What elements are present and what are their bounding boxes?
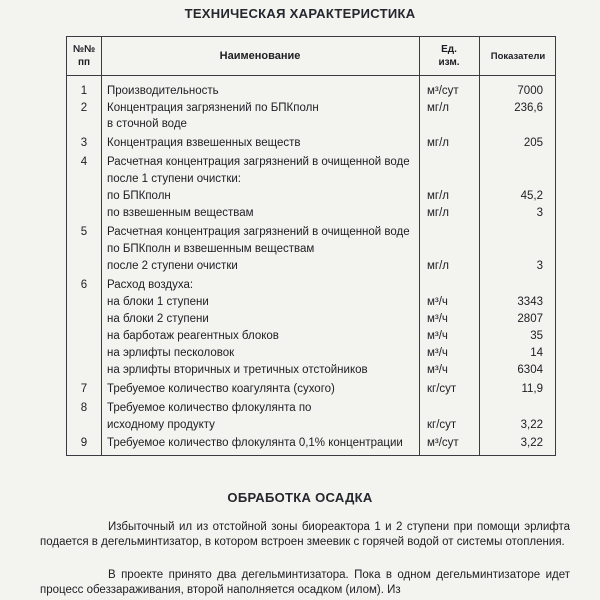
row-name: Концентрация загрязнений по БПКполн <box>107 102 319 114</box>
row-value: 11,9 <box>521 383 543 395</box>
row-name: Расчетная концентрация загрязнений в очищенной воде <box>107 226 410 238</box>
header-divider <box>67 75 555 76</box>
row-name: на эрлифты вторичных и третичных отстойников <box>107 364 368 376</box>
row-name: по взвешенным веществам <box>107 207 254 219</box>
row-unit: м³/сут <box>427 437 459 449</box>
row-name: по БПКполн и взвешенным веществам <box>107 243 315 255</box>
header-unit-line1: Ед. <box>441 44 457 55</box>
row-num: 8 <box>80 402 88 414</box>
row-value: 14 <box>530 347 543 359</box>
row-value: 236,6 <box>514 102 543 114</box>
header-num-line1: №№ <box>72 44 96 55</box>
row-name: на барботаж реагентных блоков <box>107 330 279 342</box>
row-value: 205 <box>523 137 543 149</box>
body-paragraph: В проекте принято два дегельминтизатора. Пока в одном дегельминтизаторе идет процесс обеззараживания, второй наполняется осадком (илом). Из <box>40 569 570 596</box>
row-value: 7000 <box>517 85 543 97</box>
row-num: 3 <box>80 137 88 149</box>
row-name: на блоки 2 ступени <box>107 313 209 325</box>
row-unit: мг/л <box>427 260 450 272</box>
row-num: 2 <box>80 102 88 114</box>
row-num: 6 <box>80 279 88 291</box>
header-unit <box>419 43 479 69</box>
row-value: 3343 <box>517 296 543 308</box>
section-title: ОБРАБОТКА ОСАДКА <box>227 490 373 505</box>
col-divider <box>101 37 102 455</box>
row-name: Концентрация взвешенных веществ <box>107 137 301 149</box>
spec-table <box>66 36 556 456</box>
row-num: 4 <box>80 156 88 168</box>
row-unit: мг/л <box>427 207 450 219</box>
row-value: 3,22 <box>520 419 543 431</box>
row-name: Производительность <box>107 85 219 97</box>
row-num: 1 <box>80 85 88 97</box>
row-unit: кг/сут <box>427 419 457 431</box>
row-num: 9 <box>80 437 88 449</box>
body-paragraph: Избыточный ил из отстойной зоны биореактора 1 и 2 ступени при помощи эрлифта подается в дегельминтизатор, в котором встроен змеевик с горячей водой от системы отопления. <box>40 521 570 548</box>
header-num-line2: пп <box>77 57 91 68</box>
row-unit: м³/ч <box>427 330 448 342</box>
row-name: Расчетная концентрация загрязнений в очищенной воде <box>107 156 410 168</box>
col-divider <box>419 37 420 455</box>
row-value: 3,22 <box>520 437 543 449</box>
row-name: Требуемое количество флокулянта по <box>107 402 312 414</box>
row-num: 7 <box>80 383 88 395</box>
row-value: 3 <box>536 207 543 219</box>
header-unit-line2: изм. <box>438 57 460 68</box>
header-name: Наименование <box>219 50 301 62</box>
row-value: 2807 <box>517 313 543 325</box>
header-num <box>67 43 101 69</box>
row-name: на блоки 1 ступени <box>107 296 209 308</box>
row-value: 35 <box>530 330 543 342</box>
row-name: после 1 ступени очистки: <box>107 173 241 185</box>
row-name: на эрлифты песколовок <box>107 347 235 359</box>
row-unit: м³/ч <box>427 313 448 325</box>
row-name: по БПКполн <box>107 190 171 202</box>
row-unit: м³/ч <box>427 347 448 359</box>
row-unit: м³/ч <box>427 364 448 376</box>
row-value: 6304 <box>517 364 543 376</box>
row-value: 45,2 <box>520 190 543 202</box>
row-name: Требуемое количество флокулянта 0,1% концентрации <box>107 437 403 449</box>
row-name: Требуемое количество коагулянта (сухого) <box>107 383 335 395</box>
row-unit: м³/сут <box>427 85 459 97</box>
header-value: Показатели <box>490 51 546 62</box>
row-name: в сточной воде <box>107 118 187 130</box>
row-num: 5 <box>80 226 88 238</box>
row-unit: мг/л <box>427 137 450 149</box>
row-unit: кг/сут <box>427 383 457 395</box>
row-unit: м³/ч <box>427 296 448 308</box>
row-value: 3 <box>536 260 543 272</box>
row-name: после 2 ступени очистки <box>107 260 238 272</box>
row-unit: мг/л <box>427 102 450 114</box>
page-title: ТЕХНИЧЕСКАЯ ХАРАКТЕРИСТИКА <box>184 6 416 21</box>
row-name: исходному продукту <box>107 419 215 431</box>
row-name: Расход воздуха: <box>107 279 194 291</box>
row-unit: мг/л <box>427 190 450 202</box>
